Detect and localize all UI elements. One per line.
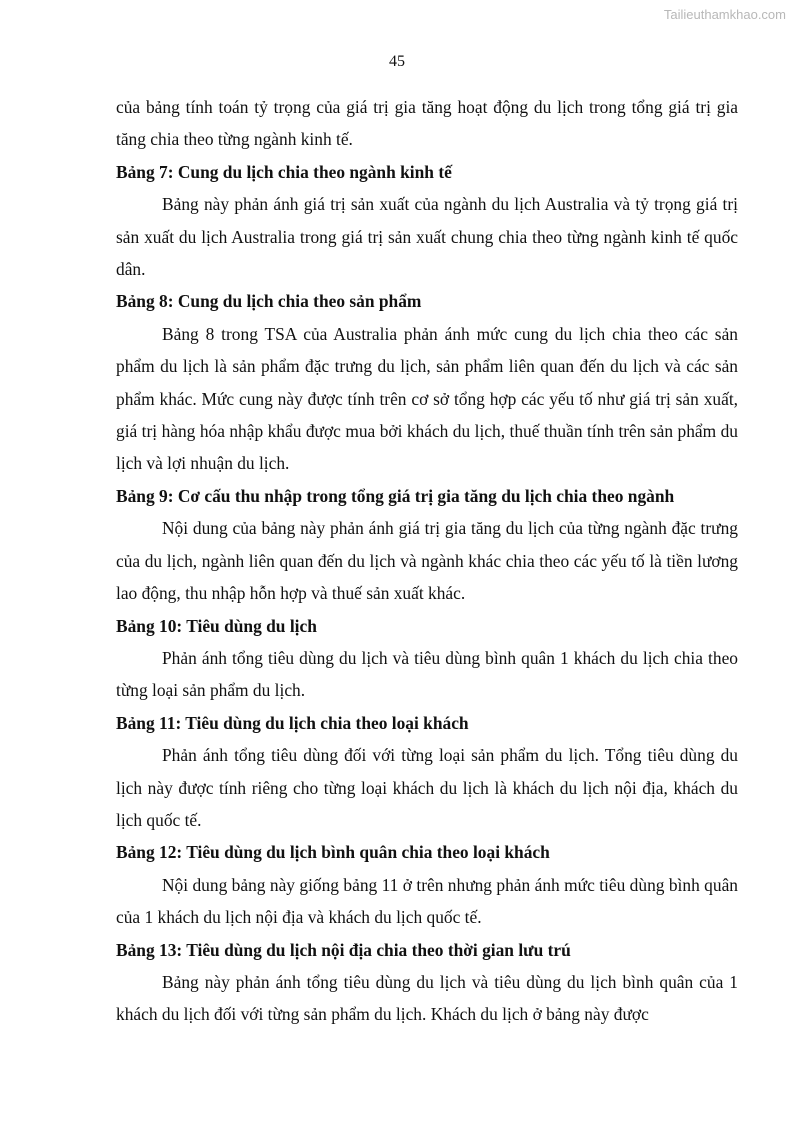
paragraph-intro-continued: của bảng tính toán tỷ trọng của giá trị gia tăng hoạt động du lịch trong tổng giá trị gia tăng chia theo từng ngành kinh tế. [116,97,738,150]
paragraph-table-7: Bảng này phản ánh giá trị sản xuất của ngành du lịch Australia và tỷ trọng giá trị sản xuất du lịch Australia trong giá trị sản xuất chung chia theo từng ngành kinh tế quốc dân. [116,194,738,280]
heading-table-10: Bảng 10: Tiêu dùng du lịch [116,615,317,636]
heading-table-8: Bảng 8: Cung du lịch chia theo sản phẩm [116,291,422,312]
heading-table-12: Bảng 12: Tiêu dùng du lịch bình quân chia theo loại khách [116,842,550,863]
watermark: Tailieuthamkhao.com [663,7,786,22]
heading-table-7: Bảng 7: Cung du lịch chia theo ngành kinh tế [116,161,452,182]
heading-table-11: Bảng 11: Tiêu dùng du lịch chia theo loại khách [116,712,469,733]
page-number: 45 [389,53,405,70]
paragraph-table-11: Phản ánh tổng tiêu dùng đối với từng loại sản phẩm du lịch. Tổng tiêu dùng du lịch này được tính riêng cho từng loại khách du lịch là khách du lịch nội địa, khách du lịch quốc tế. [116,745,738,830]
heading-table-13: Bảng 13: Tiêu dùng du lịch nội địa chia theo thời gian lưu trú [116,939,571,960]
paragraph-table-8: Bảng 8 trong TSA của Australia phản ánh mức cung du lịch chia theo các sản phẩm du lịch là sản phẩm đặc trưng du lịch, sản phẩm liên quan đến du lịch và các sản phẩm khác. Mức cung này được tính trên cơ sở tổng hợp các yếu tố như giá trị sản xuất, giá trị hàng hóa nhập khẩu được mua bởi khách du lịch, thuế thuần tính trên sản phẩm du lịch và lợi nhuận du lịch. [116,323,738,474]
document-body [116,91,738,1031]
paragraph-table-12: Nội dung bảng này giống bảng 11 ở trên nhưng phản ánh mức tiêu dùng bình quân của 1 khách du lịch nội địa và khách du lịch quốc tế. [116,874,738,928]
paragraph-table-9: Nội dung của bảng này phản ánh giá trị gia tăng du lịch của từng ngành đặc trưng của du lịch, ngành liên quan đến du lịch và ngành khác chia theo các yếu tố là tiền lương lao động, thu nhập hỗn hợp và thuế sản xuất khác. [116,518,738,604]
paragraph-table-10: Phản ánh tổng tiêu dùng du lịch và tiêu dùng bình quân 1 khách du lịch chia theo từng loại sản phẩm du lịch. [116,647,738,701]
paragraph-table-13: Bảng này phản ánh tổng tiêu dùng du lịch và tiêu dùng du lịch bình quân của 1 khách du lịch đối với từng sản phẩm du lịch. Khách du lịch ở bảng này được [116,971,738,1025]
heading-table-9: Bảng 9: Cơ cấu thu nhập trong tổng giá trị gia tăng du lịch chia theo ngành [116,485,675,506]
